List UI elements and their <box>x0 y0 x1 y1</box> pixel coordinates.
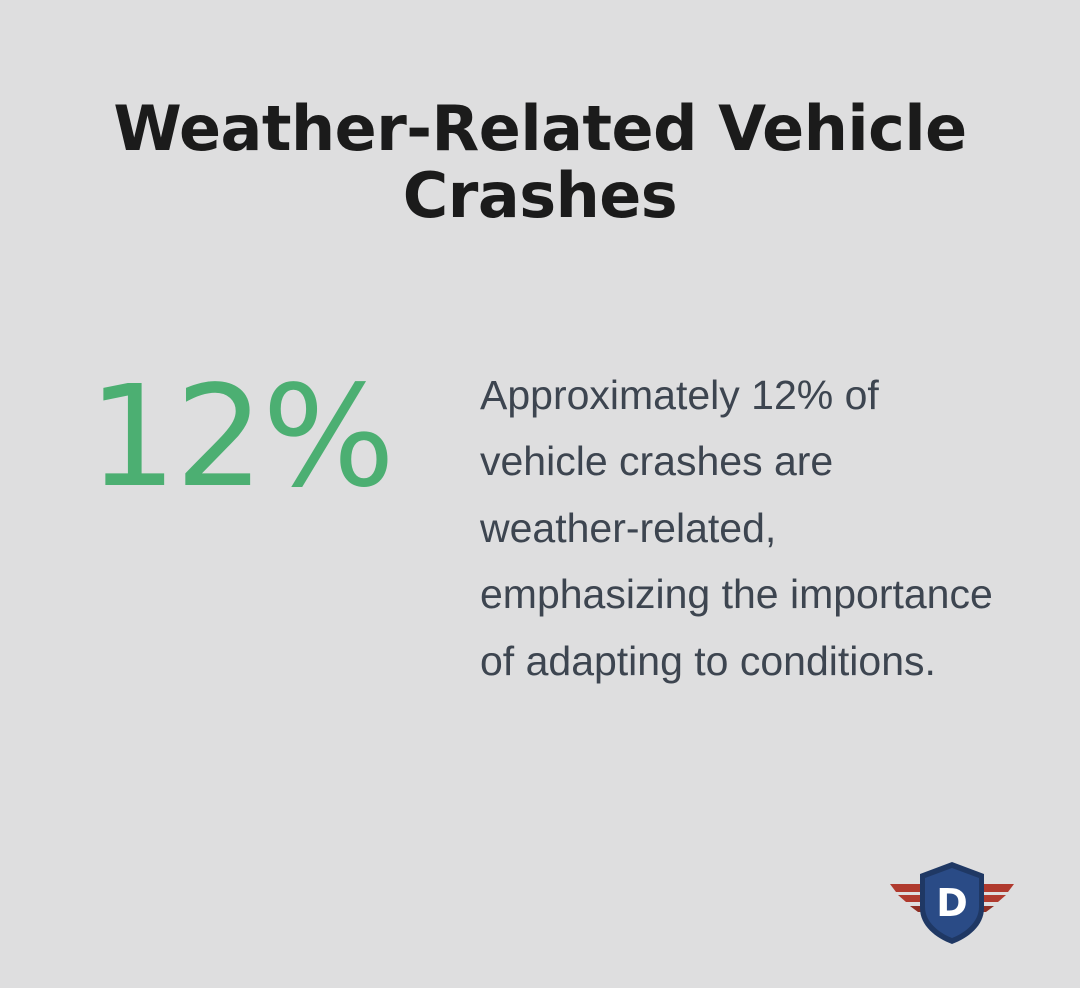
brand-logo <box>886 854 1018 946</box>
logo-letter: D <box>936 881 968 925</box>
page-title: Weather-Related Vehicle Crashes <box>113 92 967 232</box>
stat-description: Approximately 12% of vehicle crashes are weather-related, emphasizing the importance of adapting to conditions. <box>480 372 993 684</box>
statistic-row <box>88 356 1004 694</box>
stat-value: 12% <box>88 356 394 519</box>
